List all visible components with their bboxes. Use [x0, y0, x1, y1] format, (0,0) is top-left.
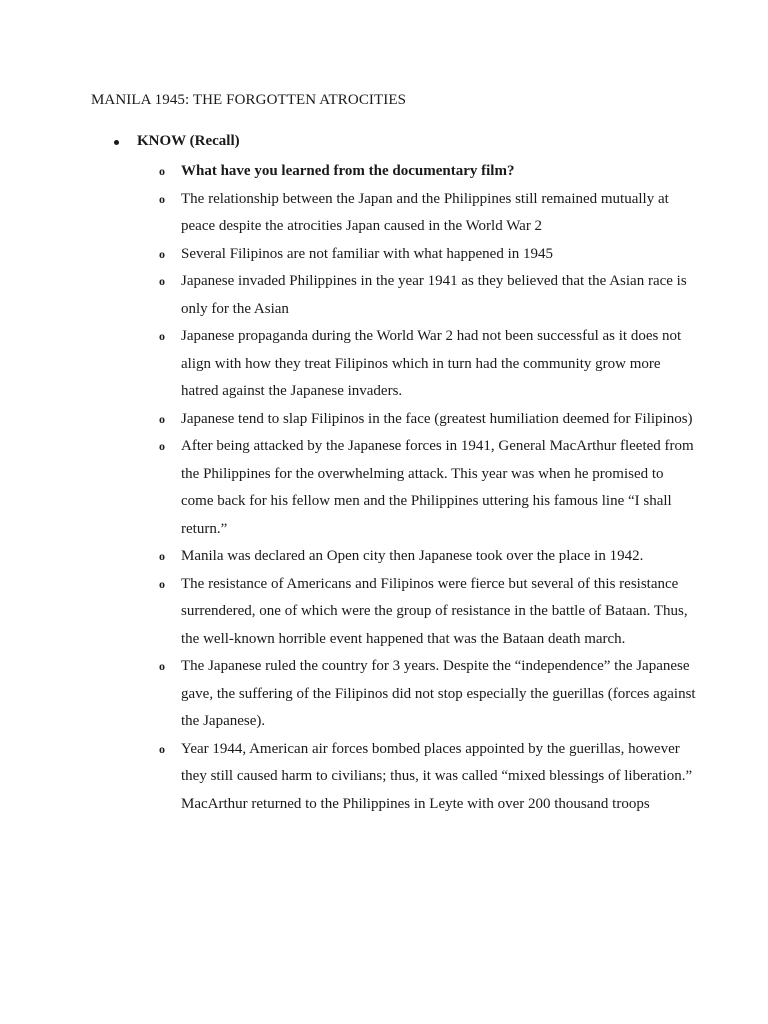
bullet-circle-icon: o [159, 164, 165, 178]
bullet-circle-icon: o [159, 246, 165, 261]
list-item-text: Japanese propaganda during the World War 2 had not been successful as it does not align with how they treat Filipinos which in turn had the community grow more hatred against the Japanese invaders. [181, 328, 682, 399]
bullet-circle-icon: o [159, 439, 165, 453]
list-item-text: Japanese tend to slap Filipinos in the face (greatest humiliation deemed for Filipinos) [181, 410, 693, 427]
bullet-list [159, 158, 699, 818]
bullet-dot-icon [114, 140, 119, 145]
list-item [159, 186, 699, 241]
bullet-circle-icon: o [159, 549, 165, 563]
bullet-circle-icon: o [159, 741, 165, 756]
bullet-circle-icon: o [159, 659, 165, 673]
list-item [159, 571, 699, 654]
list-item [159, 433, 699, 543]
bullet-circle-icon: o [159, 576, 165, 591]
list-item [159, 158, 699, 186]
list-item-text: The relationship between the Japan and the Philippines still remained mutually at peace despite the atrocities Japan caused in the World War 2 [181, 190, 669, 234]
list-item-text: Manila was declared an Open city then Japanese took over the place in 1942. [181, 548, 644, 564]
list-item [159, 736, 699, 819]
list-item [159, 268, 699, 323]
list-item-text: The Japanese ruled the country for 3 years. Despite the “independence” the Japanese gave, the suffering of the Filipinos did not stop especially the guerillas (forces against the Japanese). [181, 658, 696, 729]
bullet-circle-icon: o [159, 329, 165, 343]
list-item-text: After being attacked by the Japanese forces in 1941, General MacArthur fleeted from the Philippines for the overwhelming attack. This year was when he promised to come back for his fellow men and the Philippines uttering his famous line “I shall return.” [181, 438, 694, 537]
section-heading: KNOW (Recall) [137, 133, 240, 149]
list-item [159, 543, 699, 571]
document-title: MANILA 1945: THE FORGOTTEN ATROCITIES [91, 92, 407, 108]
list-item [159, 241, 699, 269]
list-item-text: Year 1944, American air forces bombed places appointed by the guerillas, however they still caused harm to civilians; thus, it was called “mixed blessings of liberation.” MacArthur returned to the Philippines in Leyte with over 200 thousand troops [181, 740, 693, 812]
list-item [159, 406, 699, 434]
list-item [159, 323, 699, 406]
list-item-text: Japanese invaded Philippines in the year 1941 as they believed that the Asian race is only for the Asian [181, 273, 687, 317]
list-item [159, 653, 699, 736]
bullet-circle-icon: o [159, 274, 165, 288]
list-item-text: Several Filipinos are not familiar with what happened in 1945 [181, 245, 553, 262]
bullet-circle-icon: o [159, 191, 165, 206]
bullet-circle-icon: o [159, 411, 165, 426]
list-item-text: The resistance of Americans and Filipinos were fierce but several of this resistance surrendered, one of which were the group of resistance in the battle of Bataan. Thus, the well-known horrible event happened that was the Bataan death march. [181, 575, 688, 647]
list-item-text: What have you learned from the documentary film? [181, 163, 515, 179]
